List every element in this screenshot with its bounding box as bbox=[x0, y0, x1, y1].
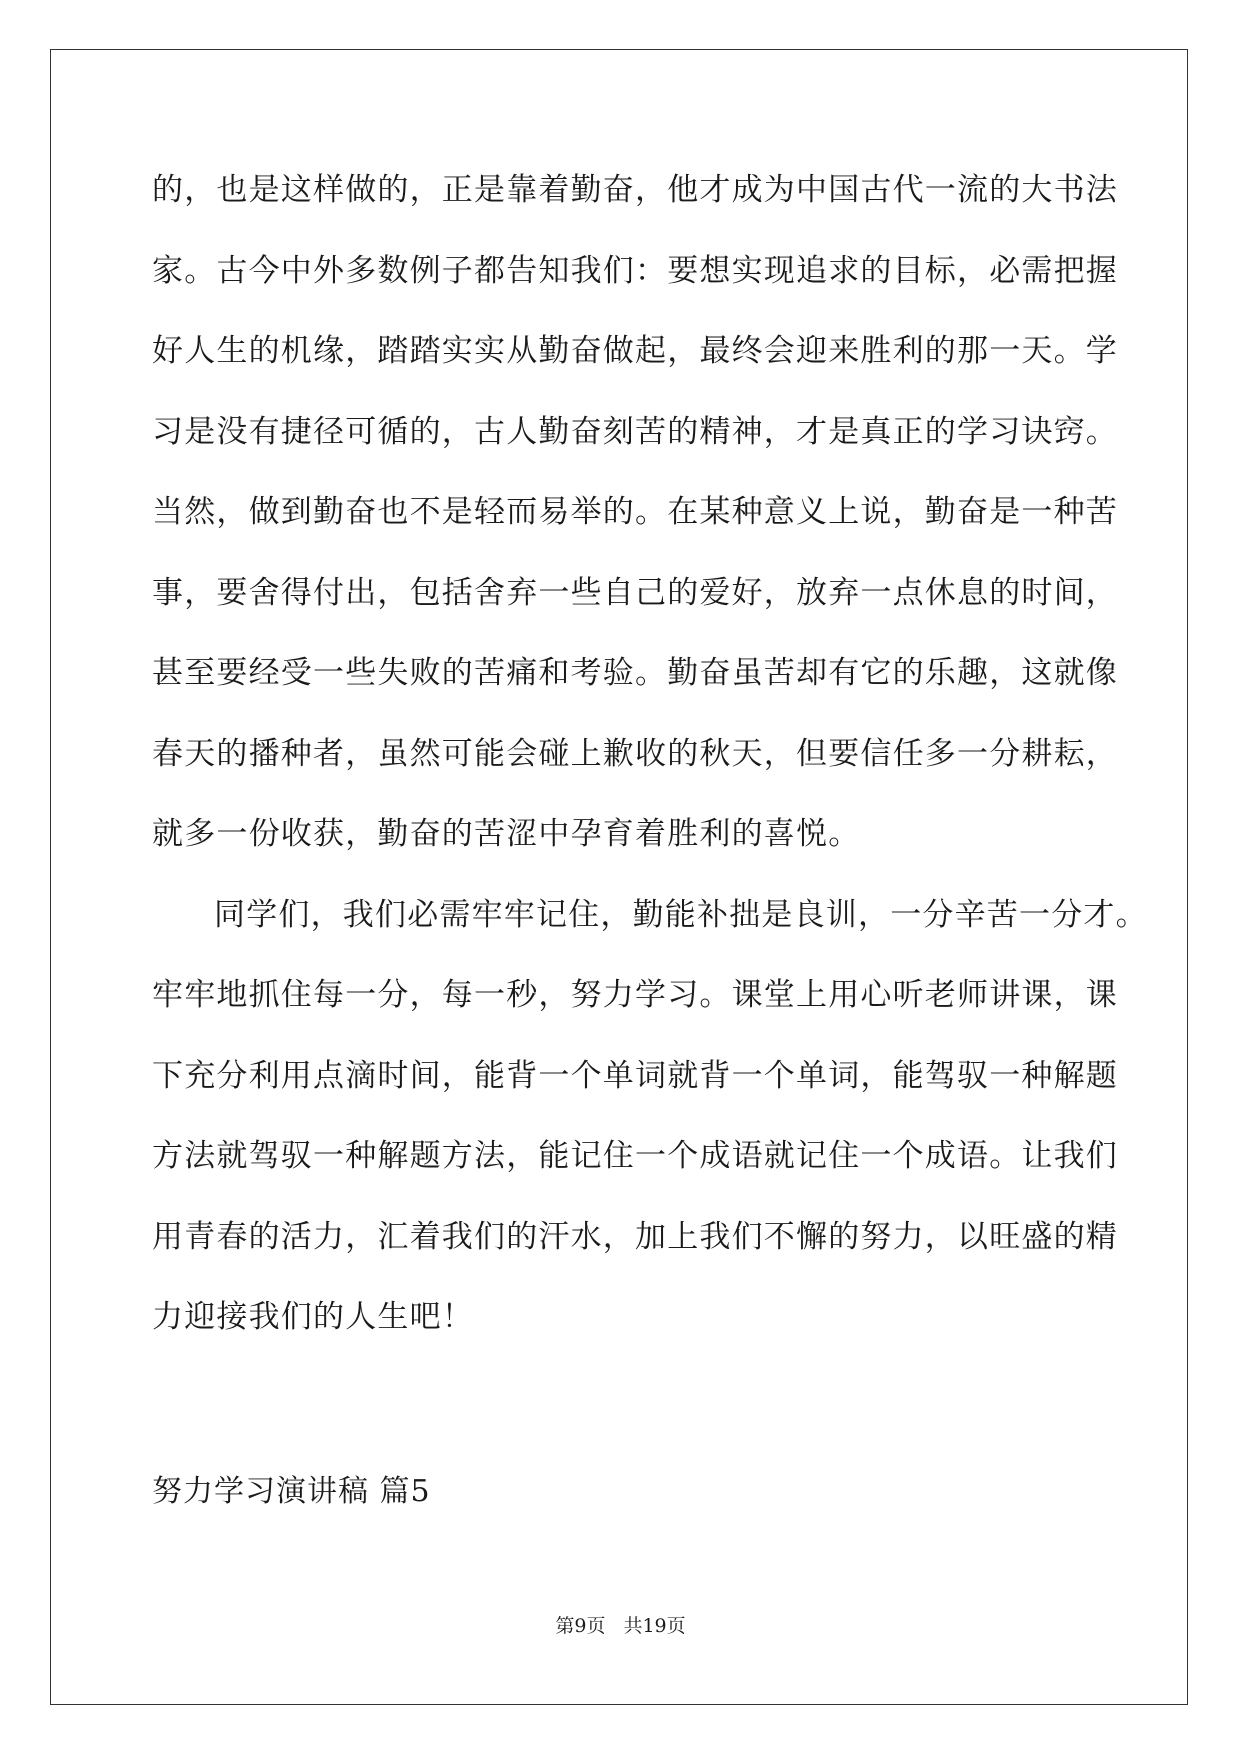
page-footer bbox=[0, 1612, 1241, 1640]
document-body bbox=[152, 158, 1148, 1366]
current-page-number: 第9页 bbox=[555, 1615, 606, 1637]
text-line: 就多一份收获，勤奋的苦涩中孕育着胜利的喜悦。 bbox=[152, 816, 861, 852]
text-line: 牢牢地抓住每一分，每一秒，努力学习。课堂上用心听老师讲课，课 bbox=[152, 977, 1118, 1013]
text-line: 甚至要经受一些失败的苦痛和考验。勤奋虽苦却有它的乐趣，这就像 bbox=[152, 655, 1118, 691]
text-line: 用青春的活力，汇着我们的汗水，加上我们不懈的努力，以旺盛的精 bbox=[152, 1218, 1118, 1255]
text-line: 好人生的机缘，踏踏实实从勤奋做起，最终会迎来胜利的那一天。学 bbox=[152, 333, 1118, 369]
text-line: 习是没有捷径可循的，古人勤奋刻苦的精神，才是真正的学习诀窍。 bbox=[152, 413, 1118, 450]
text-line: 方法就驾驭一种解题方法，能记住一个成语就记住一个成语。让我们 bbox=[152, 1138, 1118, 1174]
text-line: 的，也是这样做的，正是靠着勤奋，他才成为中国古代一流的大书法 bbox=[152, 172, 1118, 208]
text-line: 当然，做到勤奋也不是轻而易举的。在某种意义上说，勤奋是一种苦 bbox=[152, 494, 1118, 530]
text-line-paragraph-start: 同学们，我们必需牢牢记住，勤能补拙是良训，一分辛苦一分才。 bbox=[214, 896, 1148, 933]
total-page-count: 共19页 bbox=[623, 1615, 686, 1637]
text-line: 春天的播种者，虽然可能会碰上歉收的秋天，但要信任多一分耕耘， bbox=[152, 735, 1118, 772]
text-line: 力迎接我们的人生吧！ bbox=[152, 1299, 474, 1335]
text-line: 家。古今中外多数例子都告知我们：要想实现追求的目标，必需把握 bbox=[152, 252, 1118, 289]
text-line: 下充分利用点滴时间，能背一个单词就背一个单词，能驾驭一种解题 bbox=[152, 1057, 1118, 1094]
text-line: 事，要舍得付出，包括舍弃一些自己的爱好，放弃一点休息的时间， bbox=[152, 574, 1118, 611]
section-heading: 努力学习演讲稿 篇5 bbox=[152, 1474, 431, 1509]
